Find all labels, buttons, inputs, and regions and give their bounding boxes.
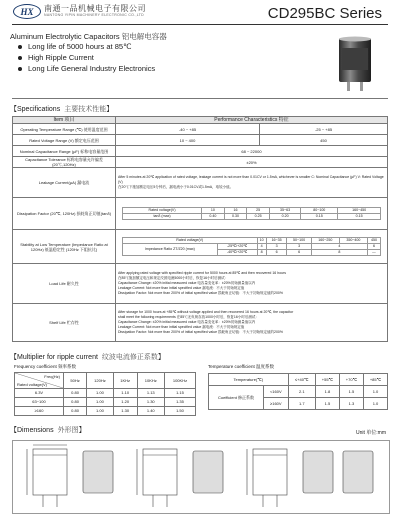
voltage-range-value: 450 — [260, 135, 388, 146]
cap-tolerance-value: ±20% — [116, 157, 388, 168]
company-name-cn: 南通一品机械电子有限公司 — [44, 4, 146, 13]
dimension-drawing-svg — [13, 441, 389, 513]
specifications-heading: 【Specifications 主要技术性能】 — [10, 106, 114, 113]
dissipation-label: Dissipation Factor (20℃, 120Hz) 损耗角正切值(tanδ) — [13, 198, 116, 230]
voltage-range-label: Rated Voltage Range (V) 额定电压范围 — [13, 135, 116, 146]
load-life-value: After applying rated voltage with specified ripple current for 5000 hours at 85℃ and then recovered 16 hours 在85℃施加额定电压和规定纹波电流5000小时后，恢复16小时后测试： Capacitance Change: ±20% initial measured value 电容量变化率：±20%初始测量值以内 Leakage Current: Not more than initial specified value 漏电流：不大于初始规定值 Dissipation Factor: Not more than 200% of initial specified value 损耗角正切值：不大于初始规定值的200% — [116, 264, 388, 304]
temperature-coefficient-title: Temperature coefficient 温度系数 — [208, 364, 274, 369]
table-row: ≥160V 1.7 1.5 1.3 1.0 — [209, 398, 388, 410]
feature-list — [12, 41, 155, 74]
product-title-en: Aluminum Electrolytic Capacitors — [10, 32, 120, 41]
feature-item: Long Life General Industry Electronics — [12, 63, 155, 74]
col-item-header: Item 项目 — [13, 117, 116, 124]
spec-table — [12, 116, 388, 342]
section-rule — [12, 98, 388, 99]
cap-tolerance-label: Capacitance Tolerance 标称电容量允许偏差(20℃,120Hz) — [13, 157, 116, 168]
capacitor-photo — [338, 36, 372, 92]
temp-range-value: -40 ~ +85 — [116, 124, 260, 135]
cap-range-value: 68 ~ 22000 — [116, 146, 388, 157]
bullet-icon — [18, 56, 22, 60]
stability-table: Rated voltage(V) 10 16~35 50~100 160~250 350~400 450 Impedance Ratio ZT/Z20 (max) -25℃/+20℃ 4 3 3 4 6 -40℃/+20℃ 8 6 6 8 — — [122, 237, 381, 256]
temp-range-label: Operating Temperature Range (℃) 使用温度范围 — [13, 124, 116, 135]
cap-range-label: Nominal Capacitance Range (μF) 标称电容量范围 — [13, 146, 116, 157]
dimension-unit: Unit 单位:mm — [355, 430, 386, 436]
temperature-coefficient-table: Temperature(℃) ≤+40℃ +55℃ +70℃ +85℃ Coefficient 修正系数 <160V 2.1 1.8 1.5 1.0 ≥160V 1.7 1.5 1.3 1.0 — [208, 373, 388, 410]
table-row: 63~100 0.80 1.00 1.20 1.30 1.35 — [15, 398, 196, 407]
company-logo: HX — [13, 4, 41, 19]
freq-table-corner: Freq(Hz) Rated voltage(V) — [15, 373, 64, 389]
table-row: 6.3V 0.80 1.00 1.10 1.13 1.15 — [15, 389, 196, 398]
col-perf-header: Performance Characteristics 特征 — [116, 117, 388, 124]
company-name-en: NANTONG YIPIN MACHINERY ELECTRONIC CO.,LTD — [44, 13, 144, 17]
frequency-coefficient-table: Freq(Hz) Rated voltage(V) 50Hz 120Hz 1KHz 10KHz 100KHz 6.3V 0.80 1.00 1.10 1.13 1.15 63~100 0.80 1.00 1.20 1.30 1.35 ≥160 0.80 1.00 1.30 1.40 1.50 — [14, 372, 196, 416]
dimensions-heading: 【Dimensions 外形图】 — [10, 427, 86, 434]
header-rule — [12, 24, 388, 25]
stability-label: Stability at Low Temperature (Impedance Ratio at 120Hz) 低温稳定性 (120Hz 下阻抗比) — [13, 230, 116, 264]
series-title: CD295BC Series — [267, 5, 382, 22]
dissipation-table: Rated voltage(V) 10 16 25 35~63 80~100 160~450 tanδ (max) 0.40 0.30 0.25 0.20 0.15 0.15 — [122, 207, 381, 220]
dimension-drawings — [12, 440, 390, 514]
leakage-label: Leakage Current(μA) 漏电流 — [13, 168, 116, 198]
bullet-icon — [18, 67, 22, 71]
leakage-value: After 5 minutes at 20℃ application of rated voltage, leakage current is not more than 0.01CV or 1.5mA, whichever is smaller C: Nominal Capacitance (μF) V: Rated Voltage (V) 在20℃下施加额定电压5分钟后，漏电流小于0.01CV或1.5mA，取较小值。 — [116, 168, 388, 198]
table-row: Coefficient 修正系数 <160V 2.1 1.8 1.5 1.0 — [209, 386, 388, 398]
table-row: ≥160 0.80 1.00 1.30 1.40 1.50 — [15, 407, 196, 416]
frequency-coefficient-title: Frequency coefficient 频率系数 — [14, 364, 76, 369]
temp-range-value: -25 ~ +85 — [260, 124, 388, 135]
load-life-label: Load Life 耐久性 — [13, 264, 116, 304]
multiplier-heading: 【Multiplier for ripple current 纹波电流修正系数】 — [10, 354, 165, 361]
voltage-range-value: 10 ~ 400 — [116, 135, 260, 146]
product-title-cn: 铝电解电容器 — [121, 32, 167, 41]
feature-item: Long life of 5000 hours at 85℃ — [12, 41, 155, 52]
bullet-icon — [18, 45, 22, 49]
shelf-life-value: After storage for 1000 hours at +85℃ without voltage applied and then recovered 16 hours at 20℃, the capacitor shall meet the following requirements 在85℃无负荷存放1000小时后，恢复16小时后测试： Capacitance Change: ±20% initial measured value 电容量变化率：±20%初始测量值以内 Leakage Current: Not more than initial specified value 漏电流：不大于初始规定值 Dissipation Factor: Not more than 200% of initial specified value 损耗角正切值：不大于初始规定值的200% — [116, 304, 388, 342]
shelf-life-label: Shelf Life 贮存性 — [13, 304, 116, 342]
feature-item: High Ripple Current — [12, 52, 155, 63]
